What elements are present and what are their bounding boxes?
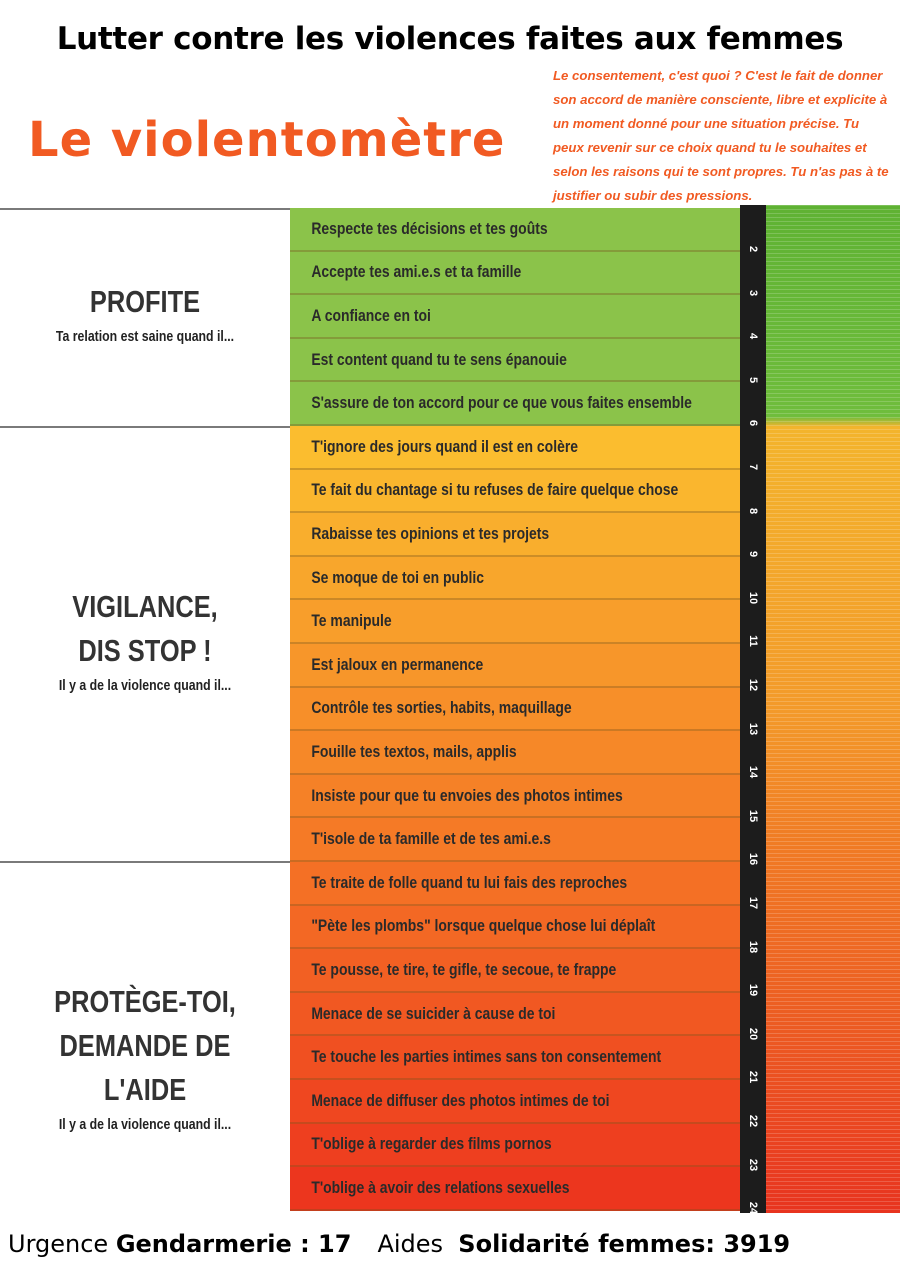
section-title: PROFITE	[89, 284, 201, 319]
ruler-tick: 20	[747, 1027, 759, 1040]
ruler-tick: 22	[747, 1114, 759, 1128]
scale-ruler	[740, 205, 766, 1213]
behaviour-row	[290, 382, 740, 426]
behaviour-text: Contrôle tes sorties, habits, maquillage	[311, 698, 572, 718]
ruler-tick: 14	[747, 766, 759, 779]
ruler-tick: 19	[747, 984, 759, 997]
section-title: PROTÈGE-TOI, DEMANDE DE L'AIDE	[54, 984, 236, 1107]
section-title: VIGILANCE, DIS STOP !	[72, 589, 218, 668]
behaviour-row	[290, 1124, 740, 1168]
ruler-tick: 6	[747, 420, 759, 427]
behaviour-text: Menace de se suicider à cause de toi	[311, 1003, 556, 1023]
behaviour-text: A confiance en toi	[311, 305, 431, 325]
consent-question: Le consentement, c'est quoi ?	[553, 68, 742, 83]
behaviour-row	[290, 906, 740, 950]
behaviour-row	[290, 949, 740, 993]
behaviour-row	[290, 1080, 740, 1124]
ruler-tick: 7	[747, 463, 759, 471]
behaviour-row	[290, 1036, 740, 1080]
behaviour-row	[290, 688, 740, 732]
behaviour-text: T'oblige à avoir des relations sexuelles	[311, 1177, 570, 1197]
behaviour-text: Te touche les parties intimes sans ton consentement	[311, 1047, 662, 1067]
behaviour-row	[290, 775, 740, 819]
behaviour-text: "Pète les plombs" lorsque quelque chose lui déplaît	[311, 916, 656, 936]
behaviour-row	[290, 426, 740, 470]
behaviour-text: Se moque de toi en public	[311, 567, 485, 587]
consent-definition	[553, 64, 893, 208]
ruler-tick: 16	[747, 853, 759, 866]
behaviour-row	[290, 208, 740, 252]
ruler-tick: 17	[747, 896, 759, 910]
behaviour-text: Insiste pour que tu envoies des photos intimes	[311, 785, 623, 805]
ruler-tick: 3	[747, 289, 759, 296]
behaviour-row	[290, 1167, 740, 1211]
ruler-tick: 5	[747, 376, 759, 383]
behaviour-row	[290, 600, 740, 644]
ruler-tick: 12	[747, 678, 759, 692]
violentometre-title: Le violentomètre	[28, 112, 506, 168]
behaviour-text: Rabaisse tes opinions et tes projets	[311, 523, 550, 543]
behaviour-row	[290, 731, 740, 775]
behaviour-row	[290, 513, 740, 557]
behaviour-text: Te traite de folle quand tu lui fais des reproches	[311, 872, 628, 892]
consent-text: C'est le fait de donner son accord de manière consciente, libre et explicite à un moment donné pour une situation précise. Tu peux revenir sur ce choix quand tu le souhaites et selon les raisons qui te sont propres. Tu n'as pas à te justifier ou subir des pressions.	[553, 68, 889, 203]
behaviour-row	[290, 470, 740, 514]
section-vigilance	[0, 585, 290, 694]
behaviour-row	[290, 295, 740, 339]
ruler-tick: 4	[747, 333, 759, 340]
behaviour-text: Te fait du chantage si tu refuses de faire quelque chose	[311, 480, 679, 500]
behaviour-text: Te manipule	[311, 611, 392, 631]
behaviour-text: T'isole de ta famille et de tes ami.e.s	[311, 829, 551, 849]
behaviour-text: Est content quand tu te sens épanouie	[311, 349, 567, 369]
behaviour-row	[290, 818, 740, 862]
section-subtitle: Il y a de la violence quand il...	[58, 1116, 232, 1133]
color-gradient-bar	[766, 205, 900, 1213]
ruler-tick: 10	[747, 591, 759, 604]
section-subtitle: Il y a de la violence quand il...	[58, 677, 232, 694]
aides-number: Solidarité femmes: 3919	[458, 1229, 791, 1258]
ruler-tick: 18	[747, 940, 759, 953]
behaviour-text: Respecte tes décisions et tes goûts	[311, 218, 548, 238]
ruler-tick: 8	[747, 507, 759, 514]
behaviour-text: Accepte tes ami.e.s et ta famille	[311, 262, 522, 282]
ruler-tick: 9	[747, 551, 759, 558]
behaviour-row	[290, 862, 740, 906]
ruler-tick: 23	[747, 1158, 759, 1171]
behaviour-text: Menace de diffuser des photos intimes de toi	[311, 1090, 610, 1110]
behaviour-row	[290, 557, 740, 601]
behaviour-row	[290, 339, 740, 383]
behaviour-row	[290, 644, 740, 688]
behaviour-text: Est jaloux en permanence	[311, 654, 484, 674]
urgence-number: Gendarmerie : 17	[115, 1229, 352, 1258]
section-profite	[0, 280, 290, 345]
behaviour-text: Te pousse, te tire, te gifle, te secoue, te frappe	[311, 959, 617, 979]
ruler-tick: 21	[747, 1071, 759, 1084]
ruler-tick: 15	[747, 809, 759, 822]
behaviour-row	[290, 993, 740, 1037]
urgence-label: Urgence	[8, 1229, 109, 1258]
aides-label: Aides	[377, 1229, 444, 1258]
behaviour-text: T'ignore des jours quand il est en colère	[311, 436, 579, 456]
section-protege-toi	[0, 980, 290, 1133]
ruler-tick: 13	[747, 722, 759, 735]
ruler-tick: 24	[747, 1202, 759, 1215]
ruler-tick: 11	[747, 635, 759, 648]
behaviour-text: Fouille tes textos, mails, applis	[311, 741, 517, 761]
behaviour-text: S'assure de ton accord pour ce que vous faites ensemble	[311, 393, 692, 413]
behaviour-text: T'oblige à regarder des films pornos	[311, 1134, 552, 1154]
ruler-tick: 2	[747, 245, 759, 253]
behaviour-row	[290, 252, 740, 296]
footer-contacts	[0, 1215, 900, 1272]
page-title: Lutter contre les violences faites aux femmes	[56, 21, 844, 57]
section-subtitle: Ta relation est saine quand il...	[55, 328, 235, 345]
